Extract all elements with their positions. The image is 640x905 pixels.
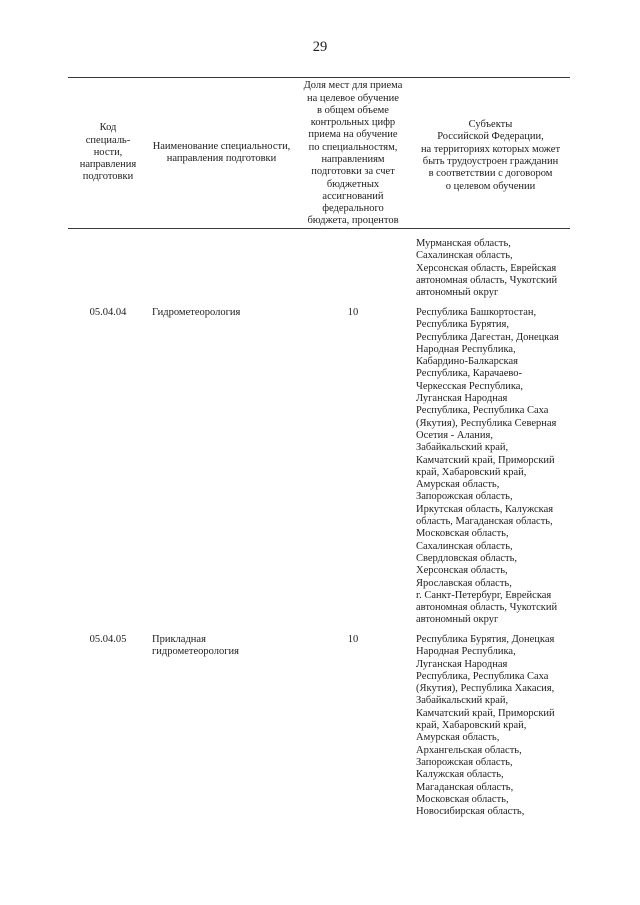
subjects-cell: Республика Бурятия, Донецкая Народная Республика, Луганская Народная Республика, Республика Саха (Якутия), Республика Хакасия, Забайкальский край, Камчатский край, Приморский край, Хабаровский край, Амурская область, Архангельская область, Запорожская область, Калужская область, Магаданская область, Московская область, Новосибирская область,: [416, 634, 555, 818]
name-cell: Прикладная гидрометеорология: [152, 634, 239, 658]
table-header-bottom-rule: [68, 228, 570, 229]
header-name-cell: [148, 78, 295, 228]
table-row: [0, 634, 640, 818]
header-share-label: Доля мест для приема на целевое обучение в общем объеме контрольных цифр приема на обучение по специальностям, направлениям подготовки за счет бюджетных ассигнований федерального бюджета, процентов: [303, 80, 403, 227]
header-subjects-cell: [411, 78, 570, 228]
header-code-cell: [68, 78, 148, 228]
share-cell: 10: [347, 634, 359, 645]
table-row: [0, 238, 640, 299]
header-name-label: Наименование специальности, направления подготовки: [152, 140, 291, 164]
header-share-cell: [295, 78, 411, 228]
code-cell: 05.04.05: [89, 634, 127, 645]
share-cell: 10: [347, 307, 359, 318]
subjects-cell: Мурманская область, Сахалинская область, Херсонская область, Еврейская автономная область, Чукотский автономный округ: [416, 238, 558, 299]
page-number: 29: [312, 39, 328, 55]
header-code-label: Код специаль- ности, направления подготовки: [79, 122, 137, 183]
code-cell: 05.04.04: [89, 307, 127, 318]
name-cell: Гидрометеорология: [152, 307, 241, 318]
header-subjects-label: Субъекты Российской Федерации, на территориях которых может быть трудоустроен гражданин в соответствии с договором о целевом обучении: [420, 119, 561, 192]
table-row: [0, 307, 640, 626]
subjects-cell: Республика Башкортостан, Республика Бурятия, Республика Дагестан, Донецкая Народная Республика, Кабардино-Балкарская Республика, Карачаево- Черкесская Республика, Луганская Народная Республика, Республика Саха (Якутия), Республика Северная Осетия - Алания, Забайкальский край, Камчатский край, Приморский край, Хабаровский край, Амурская область, Запорожская область, Иркутская область, Калужская область, Магаданская область, Московская область, Сахалинская область, Свердловская область, Херсонская область, Ярославская область, г. Санкт-Петербург, Еврейская автономная область, Чукотский автономный округ: [416, 307, 559, 626]
